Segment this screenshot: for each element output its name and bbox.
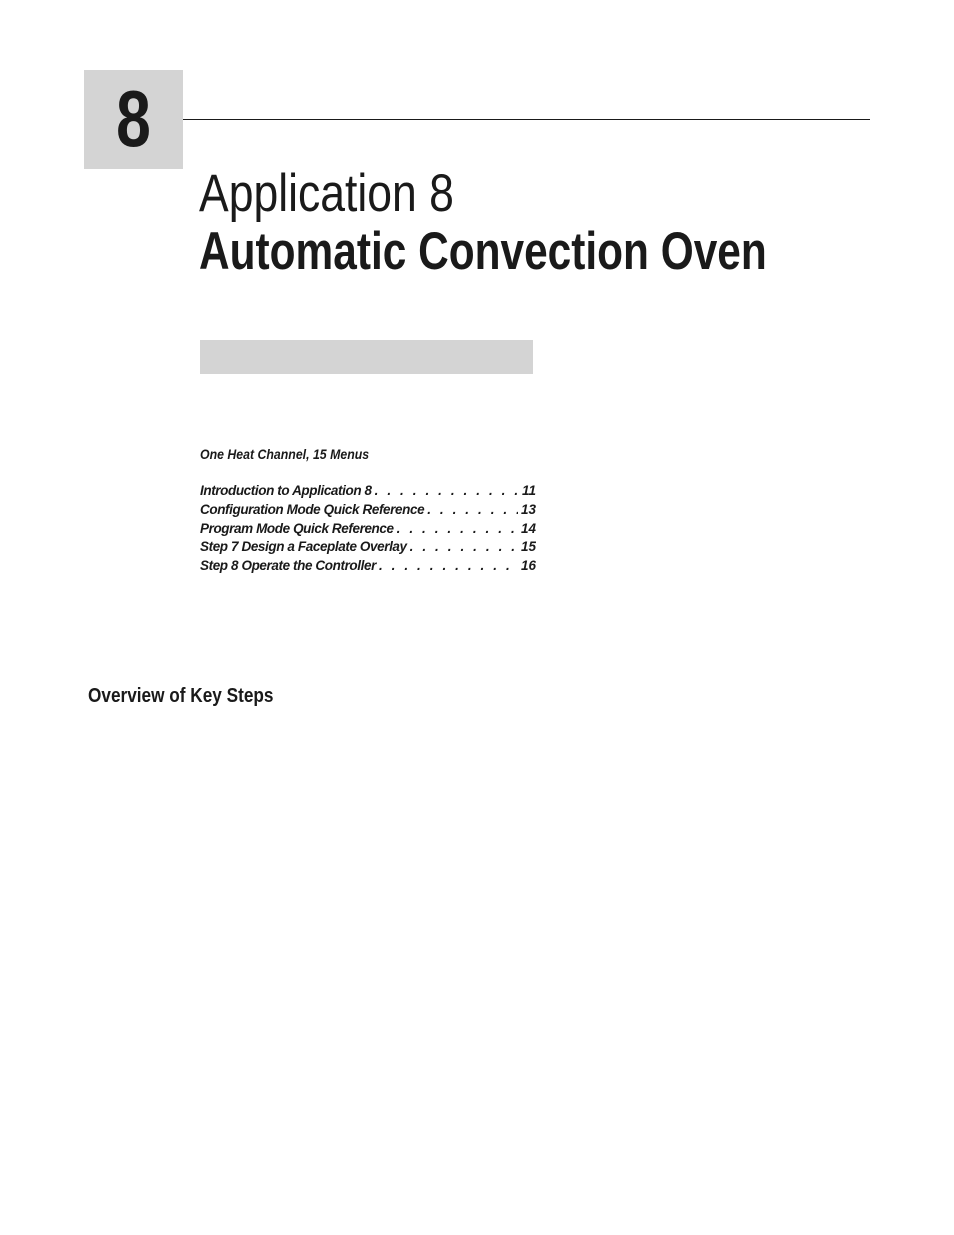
- toc-leader-dots: [375, 482, 519, 501]
- toc-entry[interactable]: [200, 557, 536, 576]
- toc-leader-dots: [397, 520, 518, 539]
- table-of-contents: [200, 482, 536, 576]
- toc-entry[interactable]: [200, 538, 536, 557]
- toc-leader-dots: [379, 557, 518, 576]
- toc-entry-page: 14: [520, 520, 536, 536]
- toc-entry-label: Step 7 Design a Faceplate Overlay: [200, 539, 407, 555]
- toc-entry-page: 11: [521, 483, 536, 498]
- toc-entry-page: 16: [520, 558, 536, 573]
- section-heading: Overview of Key Steps: [88, 685, 274, 707]
- chapter-subtitle: One Heat Channel, 15 Menus: [200, 446, 370, 462]
- toc-entry-label: Introduction to Application 8: [200, 483, 372, 498]
- toc-entry[interactable]: [200, 501, 536, 520]
- gray-banner-bar: [200, 340, 533, 374]
- toc-leader-dots: [410, 538, 518, 557]
- header-rule: [183, 119, 870, 120]
- chapter-number: 8: [116, 74, 151, 163]
- toc-entry-page: 15: [520, 539, 536, 555]
- toc-entry-page: 13: [520, 501, 536, 517]
- toc-entry-label: Program Mode Quick Reference: [200, 520, 394, 536]
- toc-entry[interactable]: [200, 520, 536, 539]
- title-main: Automatic Convection Oven: [199, 222, 767, 281]
- chapter-number-box: [84, 70, 183, 169]
- title-application: Application 8: [199, 164, 454, 223]
- toc-leader-dots: [427, 501, 518, 520]
- toc-entry-label: Step 8 Operate the Controller: [200, 558, 376, 573]
- toc-entry-label: Configuration Mode Quick Reference: [200, 501, 425, 517]
- toc-entry[interactable]: [200, 482, 536, 501]
